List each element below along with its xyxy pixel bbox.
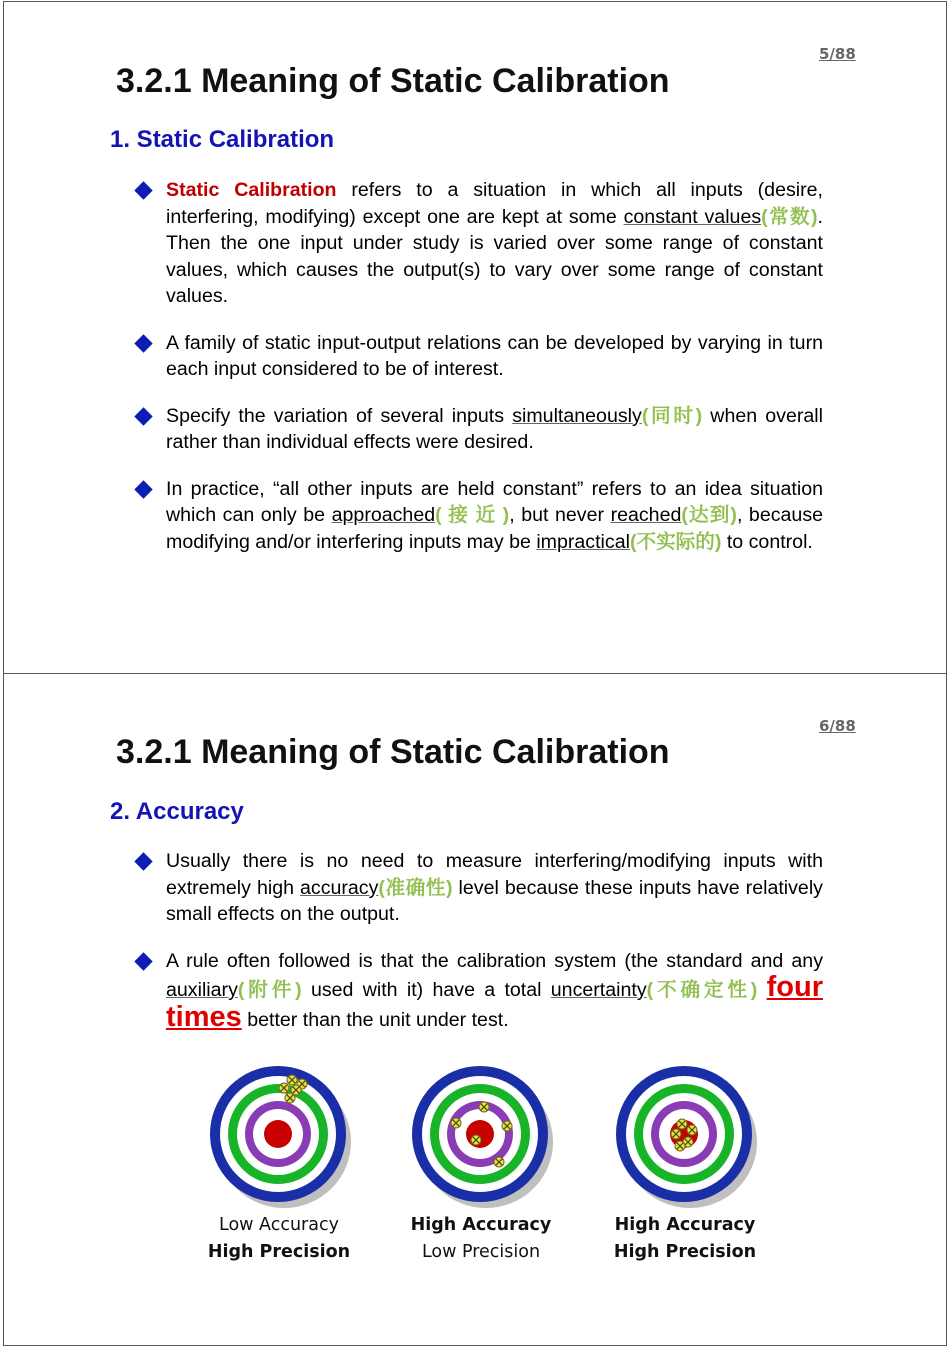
chinese-gloss: (达到) (681, 504, 737, 526)
bullet-text: , because modifying and/or interfering inputs may be (166, 504, 824, 553)
bullet-item (137, 848, 823, 928)
bullseye-red (264, 1120, 292, 1148)
accuracy-label: Low Accuracy (219, 1215, 339, 1235)
precision-label: High Precision (613, 1242, 757, 1262)
target-caption (396, 1212, 566, 1266)
bullet-text: when overall rather than individual effects were desired. (166, 404, 823, 453)
underlined-term: auxiliary (166, 979, 238, 1001)
bullet-list (137, 177, 823, 575)
bullet-text: In practice, “all other inputs are held constant” refers to an idea situation which can only be (166, 477, 823, 526)
underlined-term: simultaneously (512, 404, 642, 427)
chinese-gloss: (同时) (641, 404, 703, 427)
bullet-text: level because these inputs have relatively small effects on the output. (166, 876, 823, 925)
target-icon (406, 1060, 556, 1210)
page-title: 3.2.1 Meaning of Static Calibration (116, 733, 670, 771)
bullet-item (137, 403, 823, 456)
chinese-gloss: ( 接 近 ) (435, 504, 510, 526)
section-heading: 2. Accuracy (110, 798, 244, 825)
bullet-list (137, 848, 823, 1053)
diamond-bullet-icon (134, 181, 152, 199)
term-highlight: Static Calibration (166, 179, 337, 201)
diamond-bullet-icon (134, 952, 152, 970)
precision-label: Low Precision (421, 1242, 541, 1262)
diamond-bullet-icon (134, 334, 152, 352)
emphasis-four-times: four times (166, 971, 823, 1033)
target-low-accuracy-high-precision (194, 1060, 364, 1266)
precision-label: High Precision (207, 1242, 351, 1262)
bullet-item (137, 330, 823, 383)
accuracy-label: High Accuracy (410, 1215, 552, 1235)
bullet-item (137, 177, 823, 310)
slide-6 (3, 673, 947, 1346)
bullet-text (757, 979, 766, 1001)
target-diagram-row (194, 1060, 774, 1270)
chinese-gloss: (常数) (761, 205, 818, 228)
bullet-text: A rule often followed is that the calibration system (the standard and any (166, 949, 823, 972)
bullet-text: A family of static input-output relations can be developed by varying in turn each input considered to be of interest. (166, 331, 823, 380)
bullet-text: to control. (721, 530, 813, 553)
diamond-bullet-icon (134, 407, 152, 425)
diamond-bullet-icon (134, 852, 152, 870)
page-number: 6/88 (819, 717, 856, 735)
page-title: 3.2.1 Meaning of Static Calibration (116, 62, 670, 100)
bullet-item (137, 476, 823, 556)
underlined-term: constant values (623, 205, 762, 228)
bullet-item (137, 948, 823, 1034)
chinese-gloss: (不确定性) (646, 979, 758, 1001)
bullet-text: , but never (509, 504, 611, 526)
chinese-gloss: (附件) (237, 979, 302, 1001)
chinese-gloss: (准确性) (378, 876, 453, 899)
target-caption (194, 1212, 364, 1266)
target-high-accuracy-high-precision (600, 1060, 770, 1266)
slide-5 (3, 1, 947, 674)
bullet-text: refers to a situation in which all inputs (desire, interfering, modifying) except one are kept at some (166, 179, 823, 228)
bullet-text: Usually there is no need to measure interfering/modifying inputs with extremely high (166, 850, 823, 899)
underlined-term: approached (331, 504, 436, 526)
diamond-bullet-icon (134, 480, 152, 498)
underlined-term: accuracy (300, 876, 379, 899)
accuracy-label: High Accuracy (614, 1215, 756, 1235)
underlined-term: uncertainty (550, 979, 647, 1001)
target-caption (600, 1212, 770, 1266)
target-high-accuracy-low-precision (396, 1060, 566, 1266)
bullet-text: better than the unit under test. (241, 1008, 509, 1031)
target-icon (204, 1060, 354, 1210)
bullet-text: used with it) have a total (301, 979, 551, 1001)
section-heading: 1. Static Calibration (110, 126, 335, 153)
bullet-text: Specify the variation of several inputs (166, 404, 513, 427)
page-number: 5/88 (819, 45, 856, 63)
target-icon (610, 1060, 760, 1210)
bullseye-red (466, 1120, 494, 1148)
underlined-term: reached (610, 504, 682, 526)
bullet-text: . Then the one input under study is varied over some range of constant values, which causes the output(s) to vary over some range of constant values. (166, 205, 823, 307)
underlined-term: impractical (536, 530, 630, 553)
chinese-gloss: (不实际的) (629, 530, 722, 553)
